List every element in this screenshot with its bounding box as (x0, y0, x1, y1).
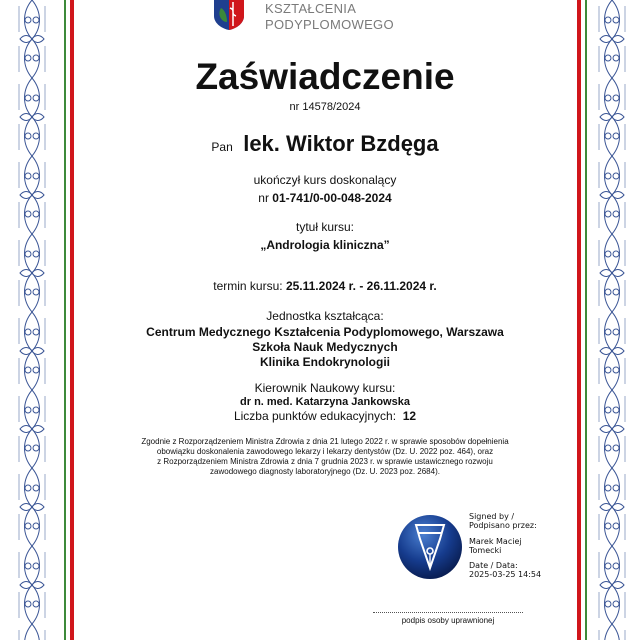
date-label: Date / Data: (469, 561, 518, 570)
signed-by-line1: Signed by / (469, 512, 515, 521)
unit-block (80, 325, 570, 370)
left-ornament-border (17, 0, 47, 640)
course-title-label: tytuł kursu: (295, 220, 355, 234)
legal-line: z Rozporządzeniem Ministra Zdrowia z dnia 7 grudnia 2023 r. w sprawie ustawicznego rozwoju (157, 457, 493, 466)
course-number-prefix: nr (258, 191, 269, 205)
logo-shield-icon (213, 0, 245, 30)
unit-line1: Centrum Medycznego Kształcenia Podyplomowego, Warszawa (146, 325, 504, 339)
org-name-line2: PODYPLOMOWEGO (265, 17, 394, 32)
signer-name-line2: Tomecki (469, 546, 502, 555)
points-value: 12 (402, 409, 417, 423)
signed-by-label (469, 512, 537, 530)
org-name-line1: KSZTAŁCENIA (265, 1, 357, 16)
term-label: termin kursu: (213, 279, 283, 293)
right-ornament-border (597, 0, 627, 640)
completed-label: ukończył kurs doskonalący (253, 173, 397, 187)
signer-name (469, 537, 522, 555)
unit-label: Jednostka kształcąca: (266, 309, 384, 323)
course-number-value: 01-741/0-00-048-2024 (272, 191, 392, 205)
legal-line: Zgodnie z Rozporządzeniem Ministra Zdrowia z dnia 21 lutego 2022 r. w sprawie sposobów dopełnienia (141, 437, 509, 446)
certificate-title: Zaświadczenie (195, 56, 455, 97)
legal-line: zawodowego diagnosty laboratoryjnego (Dz. U. 2023 poz. 2684). (210, 467, 440, 476)
director-label: Kierownik Naukowy kursu: (254, 381, 396, 395)
course-term (80, 279, 570, 293)
signed-by-line2: Podpisano przez: (469, 521, 537, 530)
course-number (80, 191, 570, 205)
recipient-prefix: Pan (211, 140, 233, 154)
unit-line3: Klinika Endokrynologii (259, 355, 390, 369)
left-red-line (70, 0, 74, 640)
date-value: 2025-03-25 14:54 (469, 570, 542, 579)
signer-name-line1: Marek Maciej (469, 537, 522, 546)
legal-line: obowiązku doskonalenia zawodowego lekarzy i lekarzy dentystów (Dz. U. 2022 poz. 464), oraz (156, 447, 494, 456)
signature-date (469, 561, 541, 579)
left-green-line (64, 0, 66, 640)
right-red-line (577, 0, 581, 640)
digital-signature-pen-icon (396, 513, 464, 581)
director-name: dr n. med. Katarzyna Jankowska (240, 396, 410, 408)
course-title-value: „Andrologia kliniczna” (260, 238, 390, 252)
certificate-number: nr 14578/2024 (289, 101, 361, 113)
right-green-line (585, 0, 587, 640)
recipient (80, 131, 570, 157)
education-points (80, 409, 570, 423)
points-label: Liczba punktów edukacyjnych: (233, 409, 397, 423)
signature-line (373, 612, 523, 613)
recipient-name: lek. Wiktor Bzdęga (243, 131, 439, 156)
unit-line2: Szkoła Nauk Medycznych (252, 340, 398, 354)
legal-basis (80, 437, 570, 477)
term-value: 25.11.2024 r. - 26.11.2024 r. (285, 279, 437, 293)
signature-caption: podpis osoby uprawnionej (401, 616, 495, 625)
